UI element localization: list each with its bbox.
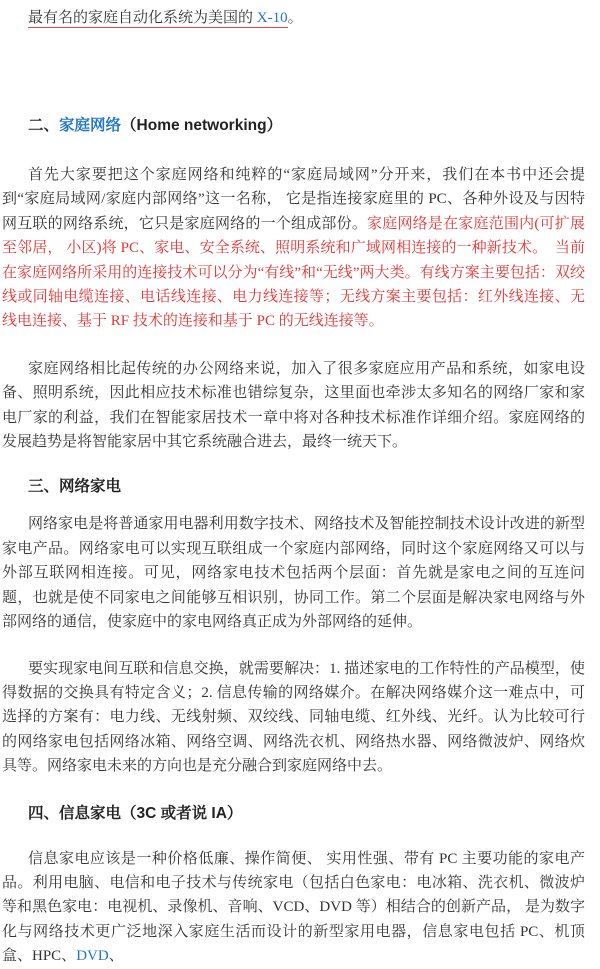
paragraph-home-networking-1 bbox=[2, 163, 585, 334]
paragraph-text-black: 首先大家要把这个家庭网络和纯粹的“家庭局域网”分开来，我们在本书中还会提到“家庭局域网/家庭内部网络”这一名称， 它是指连接家庭里的 PC、各种外设及与因特网互联的网络系统，它只是家庭网络的一个组成部份。 bbox=[2, 167, 585, 232]
red-underlined-text bbox=[28, 10, 288, 28]
intro-text: 最有名的家庭自动化系统为美国的 bbox=[28, 10, 257, 26]
section-heading-home-networking bbox=[2, 114, 585, 138]
section-heading-info-appliance: 四、信息家电（3C 或者说 IA） bbox=[28, 804, 243, 822]
heading-number: 二、 bbox=[28, 117, 60, 134]
paragraph-text-red: 家庭网络是在家庭范围内(可扩展至邻居， 小区)将 PC、家电、安全系统、照明系统和广域网相连接的一种新技术。 当前在家庭网络所采用的连接技术可以分为“有线”和“无线”两大类。有线方案主要包括：双绞线或同轴电缆连接、电话线连接、电力线连接等；无线方案主要包括：红外线连接、无线电连接、基于 RF 技术的连接和基于 PC 的无线连接等。 bbox=[2, 215, 585, 330]
intro-period: 。 bbox=[287, 10, 303, 26]
paragraph-home-networking-2: 家庭网络相比起传统的办公网络来说，加入了很多家庭应用产品和系统，如家电设备、照明系统，因此相应技术标准也错综复杂，这里面也牵涉太多知名的网络厂家和家电厂家的利益，我们在智能家居技术一章中将对各种技术标准作详细介绍。家庭网络的发展趋势是将智能家居中其它系统融合进去，最终一统天下。 bbox=[2, 360, 585, 451]
paragraph-network-appliance-2: 要实现家电间互联和信息交换，就需要解决：1. 描述家电的工作特性的产品模型，使得数据的交换具有特定含义；2. 信息传输的网络媒介。在解决网络媒介这一难点中，可选择的方案有：电力线、无线射频、双绞线、同轴电缆、红外线、光纤。认为比较可行的网络家电包括网络冰箱、网络空调、网络洗衣机、网络热水器、网络微波炉、网络炊具等。网络家电未来的方向也是充分融合到家庭网络中去。 bbox=[2, 660, 585, 775]
section-heading-network-appliance: 三、网络家电 bbox=[28, 478, 122, 496]
intro-line bbox=[2, 6, 585, 30]
paragraph-network-appliance-1: 网络家电是将普通家用电器利用数字技术、网络技术及智能控制技术设计改进的新型家电产品。网络家电可以实现互联组成一个家庭内部网络，同时这个家庭网络又可以与外部互联网相连接。可见，网络家电技术包括两个层面：首先就是家电之间的互连问题，也就是使不同家电之间能够互相识别，协同工作。第二个层面是解决家电网络与外部网络的通信，使家庭中的家电网络真正成为外部网络的延伸。 bbox=[2, 516, 585, 631]
paragraph-text-black: 信息家电应该是一种价格低廉、操作简便、 实用性强、带有 PC 主要功能的家电产品。利用电脑、电信和电子技术与传统家电（包括白色家电：电冰箱、洗衣机、微波炉等和黑色家电：电视机、录像机、音响、VCD、DVD 等）相结合的创新产品， 是为数字化与网络技术更广泛地深入家庭生活而设计的新型家用电器，信息家电包括 PC、机顶盒、HPC、 bbox=[2, 850, 585, 965]
heading-suffix: （Home networking） bbox=[121, 117, 283, 134]
dvd-link[interactable]: DVD bbox=[76, 948, 109, 965]
home-networking-link[interactable]: 家庭网络 bbox=[59, 117, 122, 134]
x10-link[interactable]: X-10 bbox=[256, 10, 288, 26]
paragraph-text-tail: 、 bbox=[108, 948, 124, 965]
paragraph-info-appliance bbox=[2, 847, 585, 969]
